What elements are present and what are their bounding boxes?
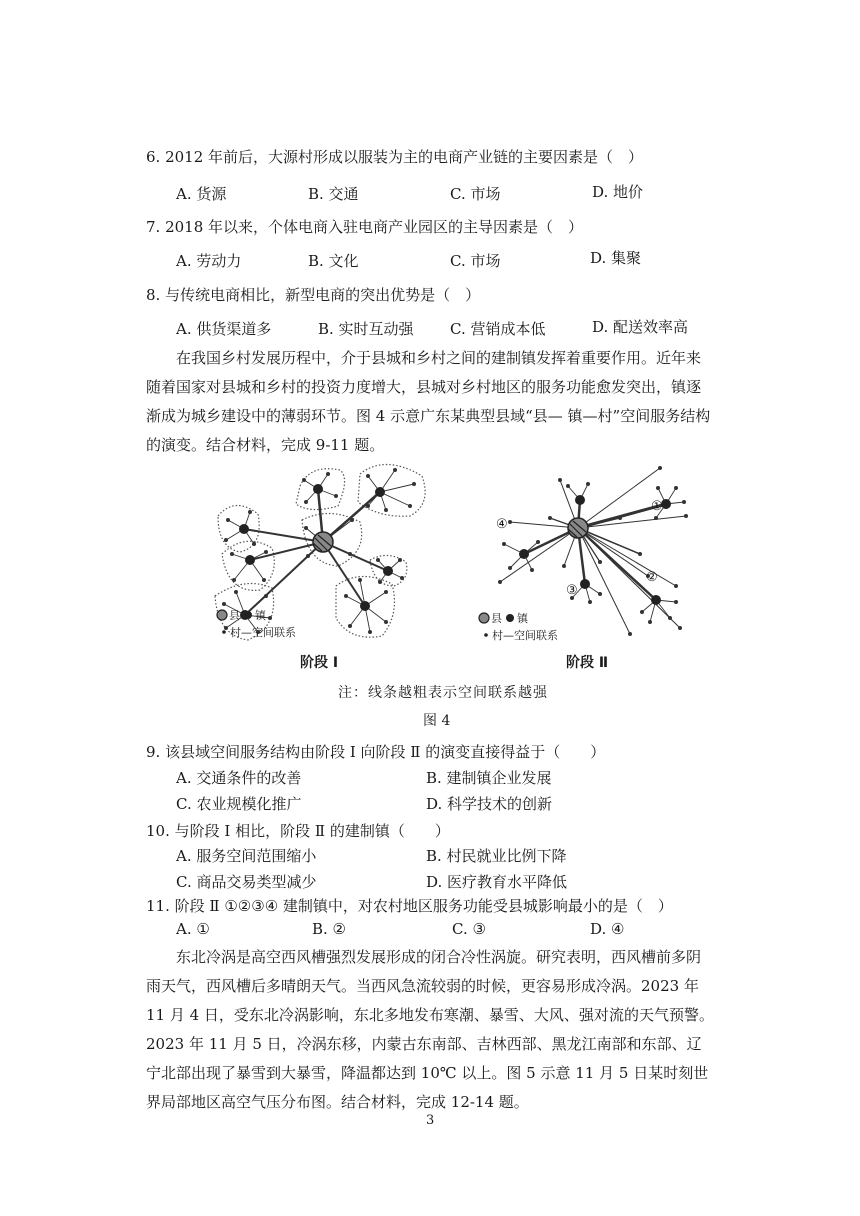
stage-1-label: 阶段 Ⅰ — [300, 655, 339, 671]
question-11-stem: 11. 阶段 Ⅱ ①②③④ 建制镇中，对农村地区服务功能受县城影响最小的是（ ） — [146, 897, 673, 915]
legend-county-label-2: 县 — [491, 612, 502, 625]
question-11-option-c[interactable]: C. ③ — [452, 920, 486, 938]
question-8-option-c[interactable]: C. 营销成本低 — [450, 320, 546, 338]
question-10-option-c[interactable]: C. 商品交易类型减少 — [176, 873, 317, 891]
question-11-option-a[interactable]: A. ① — [176, 920, 210, 938]
question-9-option-c[interactable]: C. 农业规模化推广 — [176, 795, 302, 813]
page-number: 3 — [426, 1113, 435, 1128]
question-10-option-d[interactable]: D. 医疗教育水平降低 — [426, 873, 568, 891]
marker-1: ① — [651, 499, 663, 514]
question-6-option-c[interactable]: C. 市场 — [450, 185, 501, 203]
question-7-option-b[interactable]: B. 文化 — [308, 252, 359, 270]
question-8-option-b[interactable]: B. 实时互动强 — [318, 320, 414, 338]
question-6-option-d[interactable]: D. 地价 — [592, 183, 644, 201]
question-10-option-b[interactable]: B. 村民就业比例下降 — [426, 847, 567, 865]
legend-town-label-1: 镇 — [255, 609, 266, 622]
question-6-stem: 6. 2012 年前后，大源村形成以服装为主的电商产业链的主要因素是（ ） — [146, 148, 644, 166]
question-10-stem: 10. 与阶段 Ⅰ 相比，阶段 Ⅱ 的建制镇（ ） — [146, 822, 450, 840]
question-7-option-d[interactable]: D. 集聚 — [590, 249, 642, 267]
marker-3: ③ — [566, 583, 578, 598]
stage-2-label: 阶段 Ⅱ — [566, 655, 609, 671]
question-7-option-a[interactable]: A. 劳动力 — [176, 252, 242, 270]
passage-county-town-village — [146, 344, 714, 460]
question-10-option-a[interactable]: A. 服务空间范围缩小 — [176, 847, 317, 865]
figure-4-note: 注：线条越粗表示空间联系越强 — [338, 685, 548, 701]
question-6-option-b[interactable]: B. 交通 — [308, 185, 359, 203]
question-9-option-b[interactable]: B. 建制镇企业发展 — [426, 769, 552, 787]
question-7-option-c[interactable]: C. 市场 — [450, 252, 501, 270]
legend-county-label-1: 县 — [229, 609, 240, 622]
marker-2: ② — [646, 570, 658, 585]
passage-1-text: 在我国乡村发展历程中，介于县城和乡村之间的建制镇发挥着重要作用。近年来随着国家对县城和乡村的投资力度增大，县城对乡村地区的服务功能愈发突出，镇逐渐成为城乡建设中的薄弱环节。图 4 示意广东某典型县域“县— 镇—村”空间服务结构的演变。结合材料，完成 9-11 题。 — [146, 349, 711, 454]
legend-town-label-2: 镇 — [517, 612, 528, 625]
legend-village-label-1: 村—空间联系 — [230, 626, 296, 639]
question-8-stem: 8. 与传统电商相比，新型电商的突出优势是（ ） — [146, 286, 481, 304]
passage-2-text: 东北冷涡是高空西风槽强烈发展形成的闭合冷性涡旋。研究表明，西风槽前多阴雨天气，西风槽后多晴朗天气。当西风急流较弱的时候，更容易形成冷涡。2023 年 11 月 4 日，受东北冷涡影响，东北多地发布寒潮、暴雪、大风、强对流的天气预警。2023 年 11 月 5 日，冷涡东移，内蒙古东南部、吉林西部、黑龙江南部和东部、辽宁北部出现了暴雪到大暴雪，降温都达到 10℃ 以上。图 5 示意 11 月 5 日某时刻世界局部地区高空气压分布图。结合材料，完成 12-14 题。 — [146, 948, 714, 1111]
legend-village-label-2: 村—空间联系 — [492, 629, 558, 642]
question-6-option-a[interactable]: A. 货源 — [176, 185, 227, 203]
question-9-option-d[interactable]: D. 科学技术的创新 — [426, 795, 553, 813]
question-7-stem: 7. 2018 年以来，个体电商入驻电商产业园区的主导因素是（ ） — [146, 218, 584, 236]
question-11-option-d[interactable]: D. ④ — [590, 920, 625, 938]
question-9-option-a[interactable]: A. 交通条件的改善 — [176, 769, 302, 787]
figure-4-caption: 图 4 — [423, 713, 451, 729]
question-9-stem: 9. 该县域空间服务结构由阶段 Ⅰ 向阶段 Ⅱ 的演变直接得益于（ ） — [146, 743, 606, 761]
question-8-option-a[interactable]: A. 供货渠道多 — [176, 320, 272, 338]
marker-4: ④ — [496, 517, 508, 532]
passage-northeast-cold-vortex — [146, 943, 714, 1117]
question-8-option-d[interactable]: D. 配送效率高 — [592, 318, 689, 336]
question-11-option-b[interactable]: B. ② — [312, 920, 347, 938]
